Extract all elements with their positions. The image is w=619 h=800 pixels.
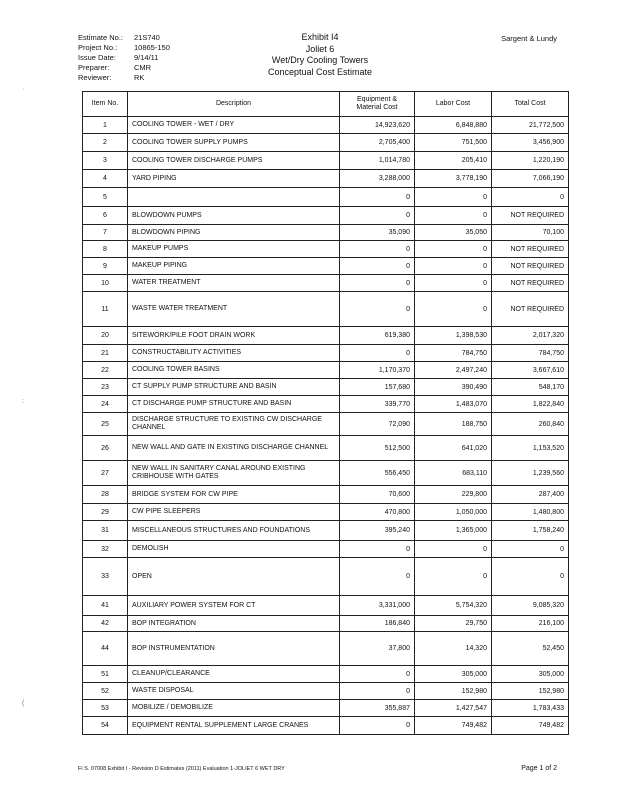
total-cost: 21,772,500: [492, 117, 569, 134]
item-number: 29: [83, 504, 128, 521]
item-description: CLEANUP/CLEARANCE: [128, 666, 340, 683]
item-description: MAKEUP PIPING: [128, 258, 340, 275]
labor-cost: 205,410: [415, 152, 492, 170]
labor-cost: 229,800: [415, 486, 492, 504]
total-cost: NOT REQUIRED: [492, 275, 569, 292]
item-description: WASTE WATER TREATMENT: [128, 292, 340, 327]
item-number: 4: [83, 170, 128, 188]
table-row: [83, 345, 569, 362]
item-number: 8: [83, 241, 128, 258]
total-cost: 548,170: [492, 379, 569, 396]
item-number: 11: [83, 292, 128, 327]
labor-cost: 0: [415, 188, 492, 207]
item-number: 32: [83, 541, 128, 558]
item-description: BLOWDOWN PUMPS: [128, 207, 340, 225]
total-cost: 287,400: [492, 486, 569, 504]
item-number: 21: [83, 345, 128, 362]
item-description: COOLING TOWER - WET / DRY: [128, 117, 340, 134]
meta-row: [78, 73, 170, 83]
total-cost: 1,822,840: [492, 396, 569, 413]
total-cost: 3,667,610: [492, 362, 569, 379]
meta-row: [78, 33, 170, 43]
total-cost: 0: [492, 558, 569, 596]
item-number: 9: [83, 258, 128, 275]
total-cost: 9,085,320: [492, 596, 569, 616]
total-cost: NOT REQUIRED: [492, 258, 569, 275]
item-number: 44: [83, 632, 128, 666]
item-description: BOP INSTRUMENTATION: [128, 632, 340, 666]
item-number: 7: [83, 225, 128, 241]
page-number: Page 1 of 2: [521, 765, 557, 772]
meta-value: CMR: [134, 63, 152, 72]
total-cost: 305,000: [492, 666, 569, 683]
file-path-footer: Fi S. 07008 Exhibit I - Revision D Estimates (2011) Evaluation 1-JOLIET 6 WET DRY: [78, 766, 285, 772]
item-number: 10: [83, 275, 128, 292]
item-number: 2: [83, 134, 128, 152]
table-row: [83, 396, 569, 413]
table-row: [83, 486, 569, 504]
labor-cost: 2,497,240: [415, 362, 492, 379]
equipment-cost: 72,090: [340, 413, 415, 436]
total-cost: 52,450: [492, 632, 569, 666]
meta-label: Estimate No.:: [78, 33, 124, 42]
table-row: [83, 596, 569, 616]
equipment-cost: 470,800: [340, 504, 415, 521]
col-total-cost: Total Cost: [492, 92, 569, 117]
item-description: WATER TREATMENT: [128, 275, 340, 292]
item-description: MISCELLANEOUS STRUCTURES AND FOUNDATIONS: [128, 521, 340, 541]
cost-estimate-table: [82, 91, 569, 735]
item-number: 1: [83, 117, 128, 134]
total-cost: 784,750: [492, 345, 569, 362]
table-row: [83, 436, 569, 461]
table-row: [83, 152, 569, 170]
table-row: [83, 521, 569, 541]
equipment-cost: 3,331,000: [340, 596, 415, 616]
labor-cost: 1,427,547: [415, 700, 492, 717]
item-number: 28: [83, 486, 128, 504]
item-number: 25: [83, 413, 128, 436]
item-description: COOLING TOWER SUPPLY PUMPS: [128, 134, 340, 152]
table-row: [83, 666, 569, 683]
labor-cost: 0: [415, 258, 492, 275]
equipment-cost: 70,600: [340, 486, 415, 504]
labor-cost: 1,050,000: [415, 504, 492, 521]
table-row: [83, 327, 569, 345]
scan-mark: :: [22, 398, 24, 405]
total-cost: 0: [492, 188, 569, 207]
labor-cost: 188,750: [415, 413, 492, 436]
meta-value: RK: [134, 73, 145, 82]
item-number: 24: [83, 396, 128, 413]
equipment-cost: 1,170,370: [340, 362, 415, 379]
table-row: [83, 413, 569, 436]
meta-row: [78, 63, 170, 73]
equipment-cost: 355,887: [340, 700, 415, 717]
labor-cost: 751,500: [415, 134, 492, 152]
table-header-row: [83, 92, 569, 117]
equipment-cost: 0: [340, 717, 415, 735]
equipment-cost: 512,500: [340, 436, 415, 461]
equipment-cost: 0: [340, 292, 415, 327]
estimate-metadata: [78, 33, 170, 83]
labor-cost: 0: [415, 541, 492, 558]
item-number: 31: [83, 521, 128, 541]
labor-cost: 641,020: [415, 436, 492, 461]
labor-cost: 152,980: [415, 683, 492, 700]
item-description: SITEWORK/PILE FOOT DRAIN WORK: [128, 327, 340, 345]
equipment-cost: 395,240: [340, 521, 415, 541]
item-description: BLOWDOWN PIPING: [128, 225, 340, 241]
item-number: 53: [83, 700, 128, 717]
total-cost: 3,456,900: [492, 134, 569, 152]
title-system: Wet/Dry Cooling Towers: [271, 55, 369, 65]
equipment-cost: 0: [340, 666, 415, 683]
table-row: [83, 207, 569, 225]
equipment-cost: 0: [340, 558, 415, 596]
table-row: [83, 362, 569, 379]
item-description: EQUIPMENT RENTAL SUPPLEMENT LARGE CRANES: [128, 717, 340, 735]
equipment-cost: 0: [340, 345, 415, 362]
total-cost: 1,153,520: [492, 436, 569, 461]
table-row: [83, 292, 569, 327]
item-number: 6: [83, 207, 128, 225]
labor-cost: 0: [415, 207, 492, 225]
item-description: CT SUPPLY PUMP STRUCTURE AND BASIN: [128, 379, 340, 396]
total-cost: 0: [492, 541, 569, 558]
table-row: [83, 717, 569, 735]
item-description: DISCHARGE STRUCTURE TO EXISTING CW DISCHARGE CHANNEL: [128, 413, 340, 436]
table-row: [83, 379, 569, 396]
table-row: [83, 504, 569, 521]
item-number: 20: [83, 327, 128, 345]
title-exhibit: Exhibit I4: [301, 32, 339, 42]
item-description: YARD PIPING: [128, 170, 340, 188]
item-number: 42: [83, 616, 128, 632]
table-row: [83, 541, 569, 558]
meta-label: Project No.:: [78, 43, 118, 52]
item-description: AUXILIARY POWER SYSTEM FOR CT: [128, 596, 340, 616]
equipment-cost: 0: [340, 258, 415, 275]
labor-cost: 6,848,880: [415, 117, 492, 134]
title-plant: Joliet 6: [305, 43, 335, 54]
meta-label: Issue Date:: [78, 53, 116, 62]
item-number: 51: [83, 666, 128, 683]
col-description: Description: [128, 92, 340, 117]
equipment-cost: 0: [340, 241, 415, 258]
item-number: 23: [83, 379, 128, 396]
col-item-no: Item No.: [83, 92, 128, 117]
equipment-cost: 37,800: [340, 632, 415, 666]
item-number: 52: [83, 683, 128, 700]
total-cost: NOT REQUIRED: [492, 292, 569, 327]
item-description: NEW WALL IN SANITARY CANAL AROUND EXISTING CRIBHOUSE WITH GATES: [128, 461, 340, 486]
total-cost: 1,783,433: [492, 700, 569, 717]
meta-row: [78, 53, 170, 63]
total-cost: NOT REQUIRED: [492, 241, 569, 258]
total-cost: 1,220,190: [492, 152, 569, 170]
item-description: NEW WALL AND GATE IN EXISTING DISCHARGE CHANNEL: [128, 436, 340, 461]
item-number: 54: [83, 717, 128, 735]
item-number: 3: [83, 152, 128, 170]
col-equipment-cost: Equipment & Material Cost: [340, 92, 415, 117]
item-description: MOBILIZE / DEMOBILIZE: [128, 700, 340, 717]
item-description: OPEN: [128, 558, 340, 596]
title-estimate: Conceptual Cost Estimate: [267, 66, 373, 77]
item-description: COOLING TOWER BASINS: [128, 362, 340, 379]
table-row: [83, 558, 569, 596]
labor-cost: 390,490: [415, 379, 492, 396]
item-number: 22: [83, 362, 128, 379]
item-description: CONSTRUCTABILITY ACTIVITIES: [128, 345, 340, 362]
table-row: [83, 241, 569, 258]
total-cost: 152,980: [492, 683, 569, 700]
total-cost: 70,100: [492, 225, 569, 241]
item-description: WASTE DISPOSAL: [128, 683, 340, 700]
table-row: [83, 632, 569, 666]
meta-label: Preparer:: [78, 63, 110, 72]
labor-cost: 0: [415, 558, 492, 596]
document-title: [230, 32, 410, 78]
total-cost: NOT REQUIRED: [492, 207, 569, 225]
item-description: BOP INTEGRATION: [128, 616, 340, 632]
item-description: COOLING TOWER DISCHARGE PUMPS: [128, 152, 340, 170]
labor-cost: 35,050: [415, 225, 492, 241]
labor-cost: 1,398,530: [415, 327, 492, 345]
item-number: 5: [83, 188, 128, 207]
item-number: 33: [83, 558, 128, 596]
col-labor-cost: Labor Cost: [415, 92, 492, 117]
equipment-cost: 0: [340, 683, 415, 700]
equipment-cost: 186,840: [340, 616, 415, 632]
table-row: [83, 188, 569, 207]
table-row: [83, 700, 569, 717]
labor-cost: 749,482: [415, 717, 492, 735]
total-cost: 216,100: [492, 616, 569, 632]
equipment-cost: 35,090: [340, 225, 415, 241]
equipment-cost: 0: [340, 275, 415, 292]
total-cost: 2,017,320: [492, 327, 569, 345]
total-cost: 1,480,800: [492, 504, 569, 521]
item-description: BRIDGE SYSTEM FOR CW PIPE: [128, 486, 340, 504]
labor-cost: 5,754,320: [415, 596, 492, 616]
equipment-cost: 3,288,000: [340, 170, 415, 188]
equipment-cost: 2,705,400: [340, 134, 415, 152]
labor-cost: 784,750: [415, 345, 492, 362]
total-cost: 1,239,560: [492, 461, 569, 486]
scan-mark: ·: [22, 86, 25, 93]
table-row: [83, 225, 569, 241]
table-row: [83, 683, 569, 700]
item-description: CT DISCHARGE PUMP STRUCTURE AND BASIN: [128, 396, 340, 413]
labor-cost: 1,483,070: [415, 396, 492, 413]
labor-cost: 0: [415, 241, 492, 258]
meta-label: Reviewer:: [78, 73, 112, 82]
total-cost: 7,066,190: [492, 170, 569, 188]
item-number: 41: [83, 596, 128, 616]
labor-cost: 29,750: [415, 616, 492, 632]
equipment-cost: 14,923,620: [340, 117, 415, 134]
equipment-cost: 157,680: [340, 379, 415, 396]
item-number: 26: [83, 436, 128, 461]
table-row: [83, 461, 569, 486]
total-cost: 260,840: [492, 413, 569, 436]
labor-cost: 0: [415, 292, 492, 327]
table-row: [83, 616, 569, 632]
meta-value: 21S740: [134, 33, 160, 42]
table-row: [83, 275, 569, 292]
total-cost: 749,482: [492, 717, 569, 735]
labor-cost: 14,320: [415, 632, 492, 666]
company-name: Sargent & Lundy: [501, 34, 557, 43]
meta-value: 10865-150: [134, 43, 170, 52]
labor-cost: 3,778,190: [415, 170, 492, 188]
equipment-cost: 0: [340, 188, 415, 207]
scan-mark: (: [22, 700, 25, 707]
labor-cost: 1,365,000: [415, 521, 492, 541]
item-description: [128, 188, 340, 207]
item-number: 27: [83, 461, 128, 486]
equipment-cost: 556,450: [340, 461, 415, 486]
equipment-cost: 0: [340, 541, 415, 558]
equipment-cost: 339,770: [340, 396, 415, 413]
labor-cost: 683,110: [415, 461, 492, 486]
table-row: [83, 170, 569, 188]
equipment-cost: 0: [340, 207, 415, 225]
meta-value: 9/14/11: [134, 53, 159, 62]
labor-cost: 305,000: [415, 666, 492, 683]
table-row: [83, 258, 569, 275]
equipment-cost: 1,014,780: [340, 152, 415, 170]
item-description: DEMOLISH: [128, 541, 340, 558]
item-description: MAKEUP PUMPS: [128, 241, 340, 258]
total-cost: 1,758,240: [492, 521, 569, 541]
labor-cost: 0: [415, 275, 492, 292]
equipment-cost: 619,380: [340, 327, 415, 345]
meta-row: [78, 43, 170, 53]
table-row: [83, 117, 569, 134]
table-body: [83, 117, 569, 735]
item-description: CW PIPE SLEEPERS: [128, 504, 340, 521]
table-row: [83, 134, 569, 152]
